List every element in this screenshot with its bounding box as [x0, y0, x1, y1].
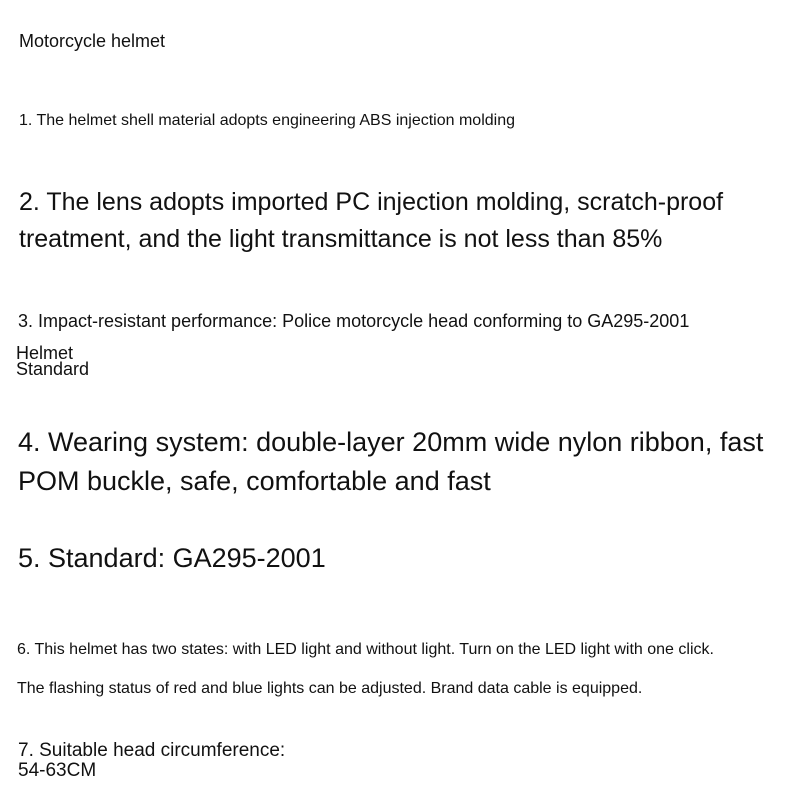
spec-item-impact-resistance-line3: Standard [16, 359, 90, 379]
document-title: Motorcycle helmet [19, 31, 166, 51]
spec-item-head-circumference-value: 54-63CM [18, 760, 97, 781]
spec-item-head-circumference: 7. Suitable head circumference: [18, 740, 286, 761]
spec-item-shell-material: 1. The helmet shell material adopts engineering ABS injection molding [19, 112, 515, 129]
spec-item-impact-resistance: 3. Impact-resistant performance: Police motorcycle head conforming to GA295-2001 [18, 311, 690, 331]
spec-item-lens: 2. The lens adopts imported PC injection molding, scratch-proof treatment, and the light transmittance is not less than 85% [19, 188, 724, 253]
spec-item-impact-resistance-line2: Helmet [16, 343, 74, 363]
spec-item-led-light: 6. This helmet has two states: with LED light and without light. Turn on the LED light with one click. The flashing status of red and blue lights can be adjusted. Brand data cable is equipped. [17, 641, 714, 697]
spec-item-standard: 5. Standard: GA295-2001 [18, 543, 326, 573]
spec-item-wearing-system: 4. Wearing system: double-layer 20mm wide nylon ribbon, fast POM buckle, safe, comfortable and fast [18, 427, 764, 496]
